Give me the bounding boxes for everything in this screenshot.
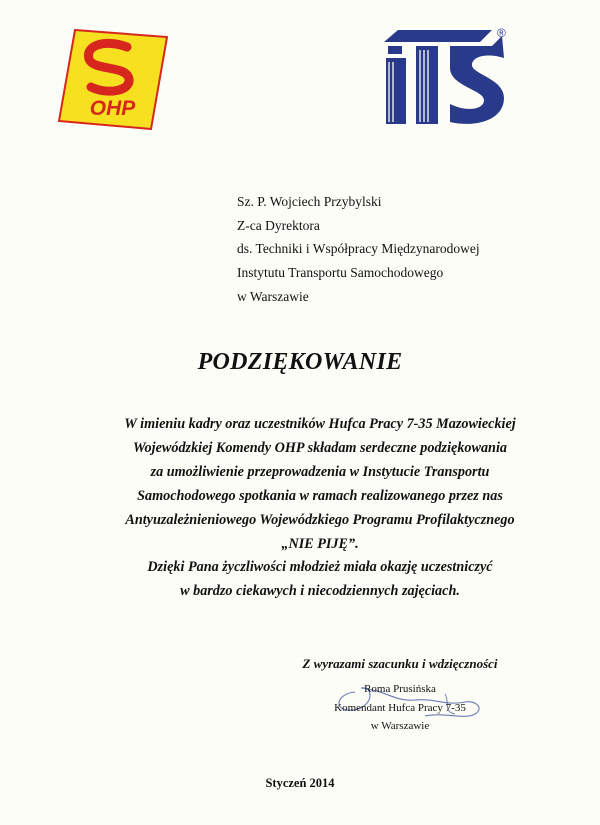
- letter-date: Styczeń 2014: [265, 776, 335, 790]
- signer-location: w Warszawie: [370, 720, 430, 732]
- recipient-line: w Warszawie: [237, 288, 309, 304]
- body-line: Dzięki Pana życzliwości młodzież miała okazję uczestniczyć: [147, 559, 493, 576]
- body-line: Samochodowego spotkania w ramach realizowanego przez nas: [137, 487, 503, 504]
- recipient-address: [237, 190, 480, 309]
- recipient-line: Sz. P. Wojciech Przybylski: [237, 194, 382, 209]
- body-line: W imieniu kadry oraz uczestników Hufca Pracy 7-35 Mazowieckiej: [124, 416, 516, 432]
- signature-block: [300, 680, 500, 736]
- signer-name: Roma Prusińska: [364, 683, 436, 695]
- body-line: w bardzo ciekawych i niecodziennych zajęciach.: [180, 583, 460, 600]
- body-line: Wojewódzkiej Komendy OHP składam serdeczne podziękowania: [133, 439, 507, 456]
- letter-title: PODZIĘKOWANIE: [197, 349, 403, 375]
- ohp-logo: [55, 25, 170, 135]
- body-line: „NIE PIJĘ”.: [281, 535, 359, 552]
- body-line: za umożliwienie przeprowadzenia w Instytucie Transportu: [150, 463, 490, 480]
- registered-mark: ®: [497, 26, 506, 40]
- its-logo-graphic: [380, 28, 520, 128]
- its-logo: [380, 28, 520, 128]
- recipient-line: Z-ca Dyrektora: [237, 217, 320, 233]
- recipient-line: Instytutu Transportu Samochodowego: [237, 265, 444, 281]
- ohp-logo-text: OHP: [89, 97, 136, 120]
- closing-phrase: Z wyrazami szacunku i wdzięczności: [302, 656, 498, 671]
- recipient-line: ds. Techniki i Współpracy Międzynarodowej: [237, 241, 480, 257]
- signer-title: Komendant Hufca Pracy 7-35: [334, 701, 466, 714]
- body-line: Antyuzależnieniowego Wojewódzkiego Programu Profilaktycznego: [125, 511, 515, 528]
- letter-body: [40, 413, 600, 604]
